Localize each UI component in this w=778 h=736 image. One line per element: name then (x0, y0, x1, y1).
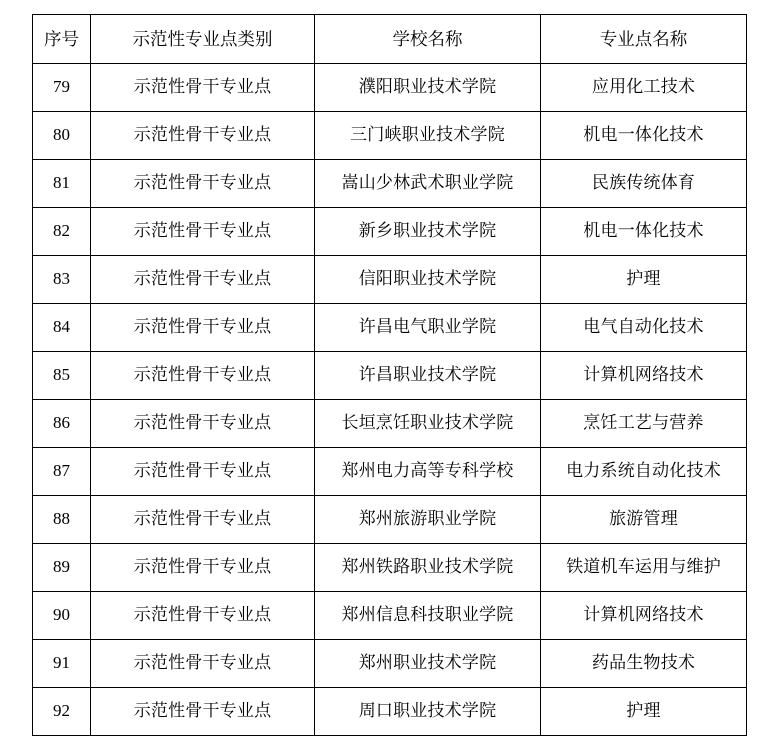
cell-major: 应用化工技术 (541, 64, 747, 112)
column-header-school: 学校名称 (315, 15, 541, 64)
cell-major: 计算机网络技术 (541, 592, 747, 640)
cell-major: 旅游管理 (541, 496, 747, 544)
cell-major: 药品生物技术 (541, 640, 747, 688)
cell-index: 84 (33, 304, 91, 352)
table-header-row (33, 15, 747, 64)
cell-index: 85 (33, 352, 91, 400)
cell-category: 示范性骨干专业点 (91, 352, 315, 400)
cell-index: 88 (33, 496, 91, 544)
table-row (33, 640, 747, 688)
cell-school: 郑州职业技术学院 (315, 640, 541, 688)
cell-school: 郑州铁路职业技术学院 (315, 544, 541, 592)
cell-index: 89 (33, 544, 91, 592)
cell-school: 郑州电力高等专科学校 (315, 448, 541, 496)
table-row (33, 544, 747, 592)
cell-major: 烹饪工艺与营养 (541, 400, 747, 448)
cell-school: 信阳职业技术学院 (315, 256, 541, 304)
cell-index: 82 (33, 208, 91, 256)
cell-index: 90 (33, 592, 91, 640)
cell-index: 83 (33, 256, 91, 304)
cell-category: 示范性骨干专业点 (91, 112, 315, 160)
cell-school: 濮阳职业技术学院 (315, 64, 541, 112)
table-row (33, 352, 747, 400)
cell-category: 示范性骨干专业点 (91, 208, 315, 256)
cell-school: 长垣烹饪职业技术学院 (315, 400, 541, 448)
table-row (33, 208, 747, 256)
column-header-major: 专业点名称 (541, 15, 747, 64)
cell-school: 许昌职业技术学院 (315, 352, 541, 400)
cell-school: 郑州信息科技职业学院 (315, 592, 541, 640)
table-row (33, 112, 747, 160)
cell-category: 示范性骨干专业点 (91, 496, 315, 544)
cell-index: 91 (33, 640, 91, 688)
cell-category: 示范性骨干专业点 (91, 64, 315, 112)
table-body (33, 64, 747, 736)
cell-index: 80 (33, 112, 91, 160)
table-header (33, 15, 747, 64)
table-row (33, 64, 747, 112)
cell-major: 铁道机车运用与维护 (541, 544, 747, 592)
cell-school: 郑州旅游职业学院 (315, 496, 541, 544)
cell-major: 护理 (541, 256, 747, 304)
cell-category: 示范性骨干专业点 (91, 688, 315, 736)
table-row (33, 160, 747, 208)
column-header-index: 序号 (33, 15, 91, 64)
cell-school: 周口职业技术学院 (315, 688, 541, 736)
cell-major: 民族传统体育 (541, 160, 747, 208)
table-row (33, 688, 747, 736)
cell-category: 示范性骨干专业点 (91, 256, 315, 304)
cell-category: 示范性骨干专业点 (91, 544, 315, 592)
cell-index: 92 (33, 688, 91, 736)
table-row (33, 400, 747, 448)
cell-major: 护理 (541, 688, 747, 736)
table-row (33, 304, 747, 352)
cell-major: 计算机网络技术 (541, 352, 747, 400)
cell-index: 79 (33, 64, 91, 112)
cell-major: 电气自动化技术 (541, 304, 747, 352)
cell-index: 81 (33, 160, 91, 208)
cell-index: 86 (33, 400, 91, 448)
cell-index: 87 (33, 448, 91, 496)
cell-major: 机电一体化技术 (541, 208, 747, 256)
table-row (33, 496, 747, 544)
cell-category: 示范性骨干专业点 (91, 592, 315, 640)
cell-school: 嵩山少林武术职业学院 (315, 160, 541, 208)
table-row (33, 256, 747, 304)
cell-category: 示范性骨干专业点 (91, 160, 315, 208)
cell-major: 电力系统自动化技术 (541, 448, 747, 496)
table-row (33, 448, 747, 496)
table-row (33, 592, 747, 640)
cell-category: 示范性骨干专业点 (91, 640, 315, 688)
cell-school: 三门峡职业技术学院 (315, 112, 541, 160)
cell-category: 示范性骨干专业点 (91, 448, 315, 496)
cell-school: 许昌电气职业学院 (315, 304, 541, 352)
cell-category: 示范性骨干专业点 (91, 400, 315, 448)
specialty-points-table (32, 14, 747, 736)
cell-major: 机电一体化技术 (541, 112, 747, 160)
cell-school: 新乡职业技术学院 (315, 208, 541, 256)
cell-category: 示范性骨干专业点 (91, 304, 315, 352)
column-header-category: 示范性专业点类别 (91, 15, 315, 64)
